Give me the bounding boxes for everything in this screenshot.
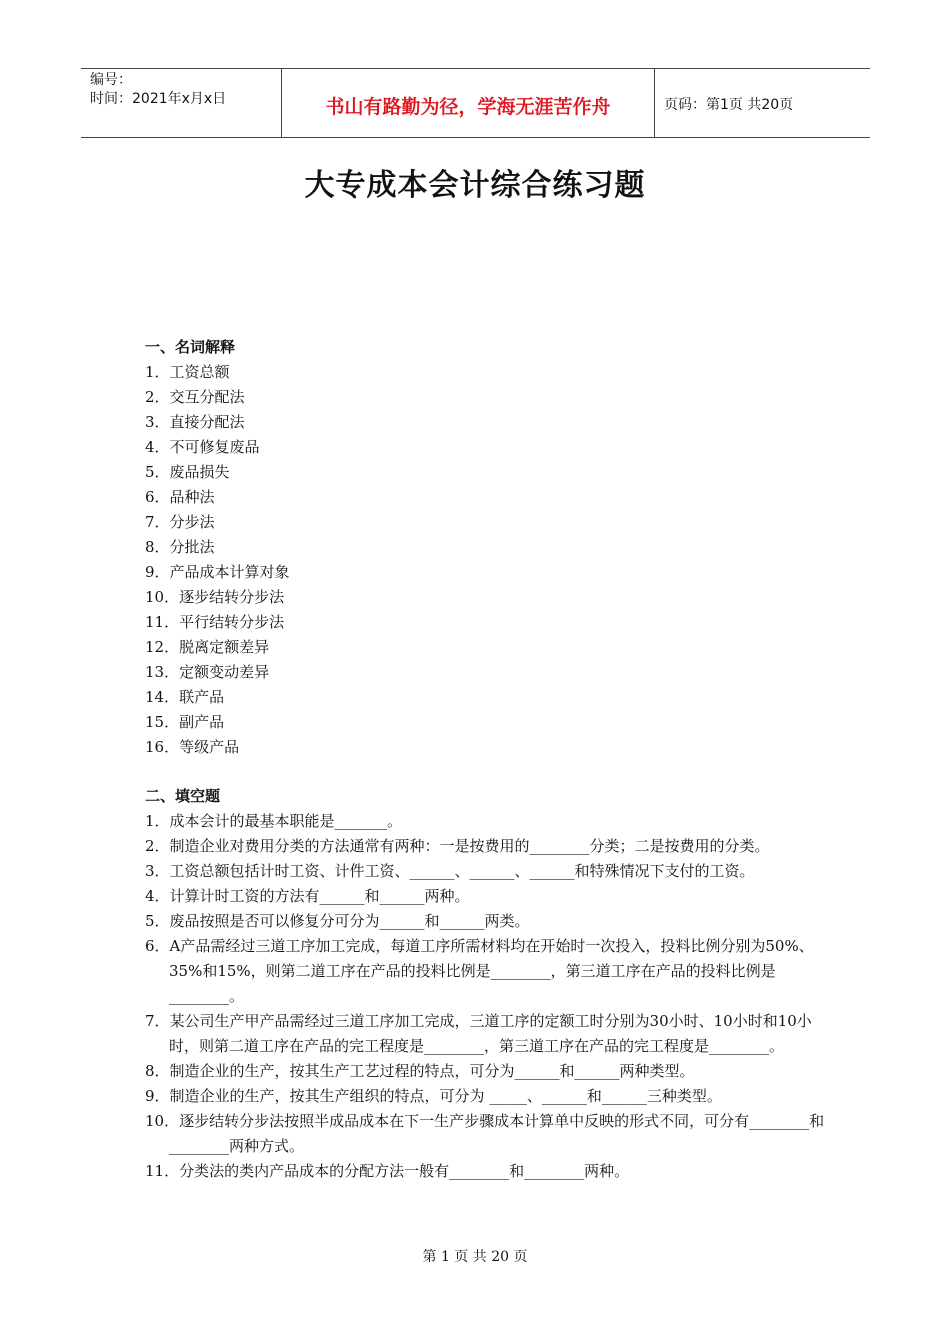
question-item: 9．产品成本计算对象 — [145, 563, 290, 581]
question-item: 16．等级产品 — [145, 738, 240, 756]
question-item: 6．品种法 — [145, 488, 215, 506]
question-item: 7．某公司生产甲产品需经过三道工序加工完成，三道工序的定额工时分别为30小时、10小时和10小时，则第二道工序在产品的完工程度是________，第三道工序在产品的完工程度是________。 — [145, 1012, 812, 1055]
question-item: 4．不可修复废品 — [145, 438, 260, 456]
header-page-info: 页码：第1页 共20页 — [664, 97, 794, 113]
section-title: 二、填空题 — [145, 787, 221, 805]
section-title: 一、名词解释 — [145, 338, 236, 356]
header-meta — [81, 69, 282, 137]
header-motto: 书山有路勤为径，学海无涯苦作舟 — [282, 69, 655, 137]
date-label: 时间：2021年x月x日 — [90, 91, 227, 107]
question-item: 15．副产品 — [145, 713, 225, 731]
question-item: 13．定额变动差异 — [145, 663, 270, 681]
question-item: 9．制造企业的生产，按其生产组织的特点，可分为 _____、______和______三种类型。 — [145, 1087, 722, 1105]
question-item: 2．制造企业对费用分类的方法通常有两种：一是按费用的________分类；二是按费用的分类。 — [145, 837, 770, 855]
question-item: 8．制造企业的生产，按其生产工艺过程的特点，可分为______和______两种类型。 — [145, 1062, 695, 1080]
question-item: 11．平行结转分步法 — [145, 613, 285, 631]
question-item: 11．分类法的类内产品成本的分配方法一般有________和________两种。 — [145, 1162, 630, 1180]
number-label: 编号： — [90, 72, 132, 88]
document-title: 大专成本会计综合练习题 — [304, 168, 646, 203]
question-item: 2．交互分配法 — [145, 388, 245, 406]
question-item: 1．工资总额 — [145, 363, 230, 381]
question-item: 12．脱离定额差异 — [145, 638, 270, 656]
question-item: 5．废品按照是否可以修复分可分为______和______两类。 — [145, 912, 530, 930]
question-item: 8．分批法 — [145, 538, 215, 556]
question-item: 10．逐步结转分步法按照半成品成本在下一生产步骤成本计算单中反映的形式不同，可分有________和________两种方式。 — [145, 1112, 825, 1155]
question-item: 3．直接分配法 — [145, 413, 245, 431]
question-item: 14．联产品 — [145, 688, 225, 706]
section-spacer — [145, 760, 825, 784]
document-body — [145, 335, 825, 1184]
question-item: 6．A产品需经过三道工序加工完成，每道工序所需材料均在开始时一次投入，投料比例分别为50%、35%和15%，则第二道工序在产品的投料比例是________，第三道工序在产品的投料比例是________。 — [145, 937, 814, 1005]
question-item: 10．逐步结转分步法 — [145, 588, 285, 606]
question-item: 1．成本会计的最基本职能是_______。 — [145, 812, 403, 830]
question-item: 4．计算计时工资的方法有______和______两种。 — [145, 887, 470, 905]
question-item: 7．分步法 — [145, 513, 215, 531]
question-item: 5．废品损失 — [145, 463, 230, 481]
question-item: 3．工资总额包括计时工资、计件工资、______、______、______和特殊情况下支付的工资。 — [145, 862, 755, 880]
page-header — [81, 68, 870, 138]
page-footer: 第 1 页 共 20 页 — [422, 1249, 528, 1265]
